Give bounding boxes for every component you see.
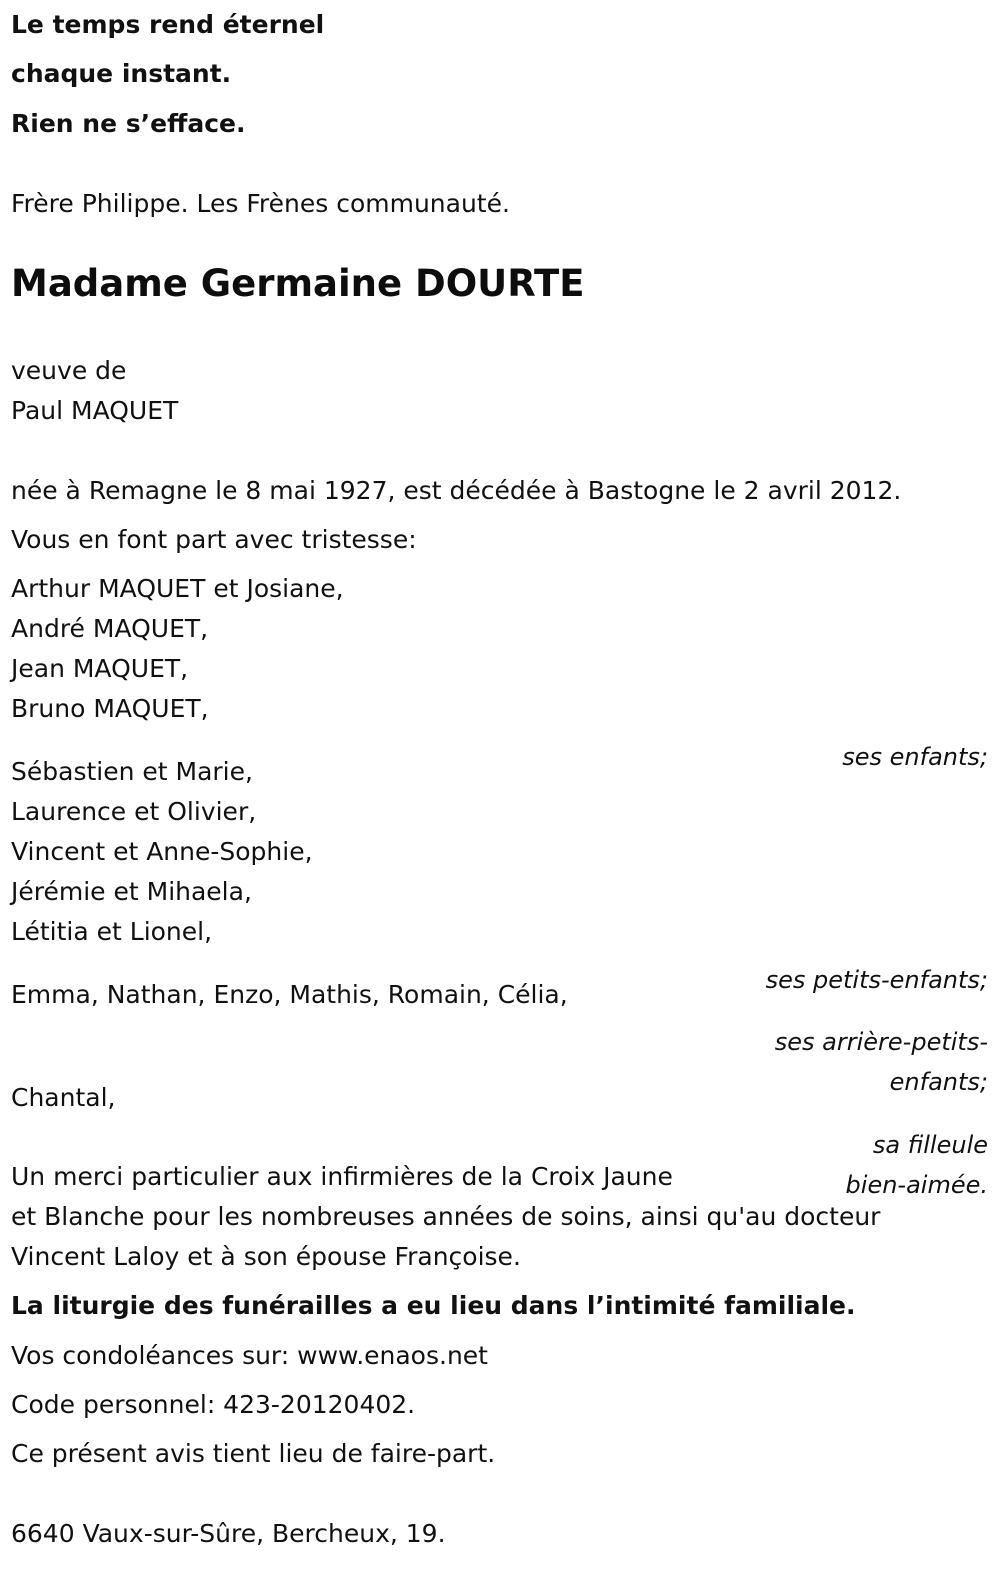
goddaughter-label-line-2: bien-aimée. bbox=[845, 1171, 988, 1199]
quote-line-1: Le temps rend éternel bbox=[11, 10, 325, 39]
list-item: André MAQUET, bbox=[11, 614, 209, 643]
quote-attribution: Frère Philippe. Les Frènes communauté. bbox=[11, 189, 510, 218]
birth-death-text: née à Remagne le 8 mai 1927, est décédée à Bastogne le 2 avril 2012. bbox=[11, 476, 902, 505]
quote-line-2: chaque instant. bbox=[11, 59, 232, 88]
goddaughter-name: Chantal, bbox=[11, 1083, 116, 1112]
thanks-line-3: Vincent Laloy et à son épouse Françoise. bbox=[11, 1242, 521, 1271]
relation-text: veuve de bbox=[11, 356, 127, 385]
list-item: Sébastien et Marie, bbox=[11, 757, 253, 786]
great-grandchildren-names: Emma, Nathan, Enzo, Mathis, Romain, Célia, bbox=[11, 980, 568, 1009]
great-grandchildren-label-line-1: ses arrière-petits- bbox=[774, 1028, 988, 1056]
quote-line-3: Rien ne s’efface. bbox=[11, 109, 246, 138]
thanks-line-1: Un merci particulier aux infirmières de la Croix Jaune bbox=[11, 1162, 673, 1191]
great-grandchildren-label-line-2: enfants; bbox=[889, 1068, 988, 1096]
announcement-intro: Vous en font part avec tristesse: bbox=[11, 525, 417, 554]
notice-text: Ce présent avis tient lieu de faire-part. bbox=[11, 1439, 496, 1468]
children-label: ses enfants; bbox=[842, 743, 988, 771]
list-item: Jérémie et Mihaela, bbox=[11, 877, 252, 906]
list-item: Létitia et Lionel, bbox=[11, 917, 213, 946]
grandchildren-label: ses petits-enfants; bbox=[765, 966, 988, 994]
goddaughter-label-line-1: sa filleule bbox=[872, 1131, 988, 1159]
funeral-note: La liturgie des funérailles a eu lieu dans l’intimité familiale. bbox=[11, 1291, 856, 1320]
list-item: Jean MAQUET, bbox=[11, 654, 189, 683]
personal-code: Code personnel: 423-20120402. bbox=[11, 1390, 416, 1419]
deceased-name: Madame Germaine DOURTE bbox=[11, 262, 585, 305]
list-item: Bruno MAQUET, bbox=[11, 694, 209, 723]
list-item: Arthur MAQUET et Josiane, bbox=[11, 574, 344, 603]
address: 6640 Vaux-sur-Sûre, Bercheux, 19. bbox=[11, 1519, 446, 1548]
spouse-name: Paul MAQUET bbox=[11, 396, 179, 425]
thanks-line-2: et Blanche pour les nombreuses années de soins, ainsi qu'au docteur bbox=[11, 1202, 881, 1231]
condolences-text: Vos condoléances sur: www.enaos.net bbox=[11, 1341, 488, 1370]
list-item: Laurence et Olivier, bbox=[11, 797, 257, 826]
list-item: Vincent et Anne-Sophie, bbox=[11, 837, 313, 866]
